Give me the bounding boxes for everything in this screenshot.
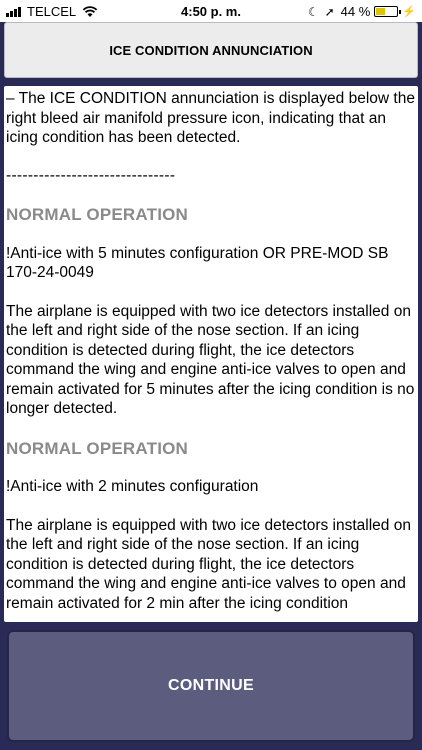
charging-icon: ⚡ xyxy=(402,6,416,18)
content-text xyxy=(4,89,418,613)
body-paragraph: The airplane is equipped with two ice detectors installed on the left and right side of the nose section. If an icing condition is detected during flight, the ice detectors command the wing and engine anti-ice valves to open and remain activated for 2 min after the icing condition xyxy=(6,516,411,612)
battery-percent: 44 % xyxy=(340,4,371,19)
body-paragraph: The airplane is equipped with two ice detectors installed on the left and right side of the nose section. If an icing condition is detected during flight, the ice detectors command the wing and engine anti-ice valves to open and remain activated for 5 minutes after the icing condition is no longer detected. xyxy=(6,302,415,417)
continue-button[interactable] xyxy=(7,630,415,742)
section-heading: NORMAL OPERATION xyxy=(6,205,189,224)
moon-icon: ☾ xyxy=(307,4,319,19)
status-time: 4:50 p. m. xyxy=(181,4,241,19)
battery-fill xyxy=(376,8,385,15)
content-panel[interactable] xyxy=(4,86,418,622)
page-title: ICE CONDITION ANNUNCIATION xyxy=(109,42,313,58)
location-icon: ➚ xyxy=(324,4,335,19)
config-line: !Anti-ice with 2 minutes configuration xyxy=(6,478,259,495)
carrier-name: TELCEL xyxy=(27,4,77,19)
continue-label: CONTINUE xyxy=(168,677,254,694)
section-heading: NORMAL OPERATION xyxy=(6,438,189,458)
config-line: !Anti-ice with 5 minutes configuration OR PRE-MOD SB 170-24-0049 xyxy=(6,244,389,281)
header-bar xyxy=(4,22,418,78)
text-divider: ------------------------------- xyxy=(6,166,176,184)
intro-paragraph: – The ICE CONDITION annunciation is displayed below the right bleed air manifold pressure icon, indicating that an icing condition has been detected. xyxy=(6,90,415,146)
status-bar-right xyxy=(308,4,416,19)
battery-icon xyxy=(374,6,398,17)
status-bar xyxy=(0,0,422,22)
